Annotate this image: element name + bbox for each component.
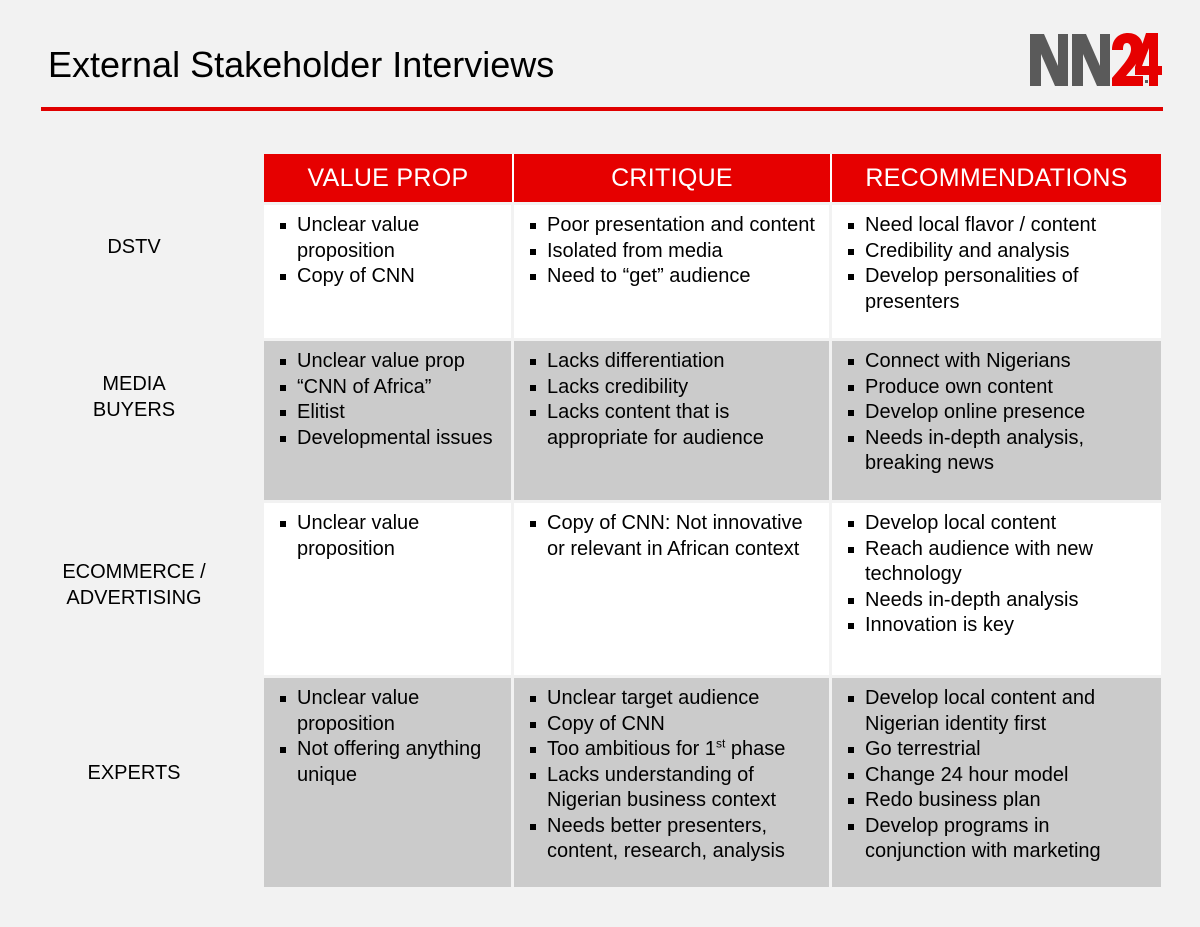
row-label-line: ADVERTISING [66,587,202,609]
header-critique: CRITIQUE [514,154,832,202]
bullet-item: Need to “get” audience [526,264,819,290]
bullet-item: Reach audience with new technology [844,537,1151,588]
bullet-item: Innovation is key [844,613,1151,639]
row-label-line: ECOMMERCE / [62,561,206,583]
cell-critique [514,503,832,675]
bullet-item: Unclear value proposition [276,686,501,737]
table-row-media-buyers [264,338,1161,500]
title-divider [41,107,1163,111]
bullet-item: Copy of CNN: Not innovative or relevant in African context [526,511,819,562]
table-row-ecommerce-advertising [264,500,1161,675]
bullet-item: Isolated from media [526,239,819,265]
bullet-item: Credibility and analysis [844,239,1151,265]
cell-recommendations [832,503,1161,675]
cell-critique [514,341,832,500]
slide-title: External Stakeholder Interviews [48,44,555,85]
row-label-media-buyers [0,371,268,423]
bullet-item: Copy of CNN [276,264,501,290]
bullet-item: Unclear value prop [276,349,501,375]
bullet-item: Unclear value proposition [276,213,501,264]
bullet-item: Need local flavor / content [844,213,1151,239]
bullet-item: Produce own content [844,375,1151,401]
cell-recommendations [832,678,1161,887]
bullet-item: Needs in-depth analysis [844,588,1151,614]
cell-value-prop [264,205,514,338]
bullet-item: Poor presentation and content [526,213,819,239]
bullet-item: Developmental issues [276,426,501,452]
bullet-item: Not offering anything unique [276,737,501,788]
cell-value-prop [264,341,514,500]
bullet-item: Copy of CNN [526,712,819,738]
row-label-line: DSTV [107,236,161,258]
bullet-item: “CNN of Africa” [276,375,501,401]
cell-recommendations [832,341,1161,500]
row-label-line: MEDIA [102,373,166,395]
table-header-row [264,154,1161,202]
bullet-item: Lacks differentiation [526,349,819,375]
nn24-logo [1028,30,1162,88]
bullet-item: Unclear value proposition [276,511,501,562]
bullet-item: Go terrestrial [844,737,1151,763]
bullet-item: Develop online presence [844,400,1151,426]
bullet-item: Unclear target audience [526,686,819,712]
cell-value-prop [264,503,514,675]
table-row-experts [264,675,1161,887]
table-row-dstv [264,202,1161,338]
bullet-item: Needs in-depth analysis, breaking news [844,426,1151,477]
stakeholder-table [264,154,1161,887]
row-label-ecommerce-advertising [0,559,268,611]
bullet-item: Too ambitious for 1st phase [526,737,819,763]
bullet-item: Needs better presenters, content, research, analysis [526,814,819,865]
header-value-prop: VALUE PROP [264,154,514,202]
cell-critique [514,205,832,338]
header-recommendations: RECOMMENDATIONS [832,154,1161,202]
row-label-dstv [0,234,268,260]
bullet-item: Elitist [276,400,501,426]
row-label-experts [0,760,268,786]
bullet-item: Redo business plan [844,788,1151,814]
bullet-item: Develop local content and Nigerian identity first [844,686,1151,737]
bullet-item: Connect with Nigerians [844,349,1151,375]
bullet-item: Lacks content that is appropriate for audience [526,400,819,451]
bullet-item: Develop personalities of presenters [844,264,1151,315]
bullet-item: Change 24 hour model [844,763,1151,789]
bullet-item: Develop programs in conjunction with marketing [844,814,1151,865]
row-label-line: BUYERS [92,399,176,421]
cell-value-prop [264,678,514,887]
bullet-item: Lacks credibility [526,375,819,401]
bullet-item: Lacks understanding of Nigerian business context [526,763,819,814]
bullet-item: Develop local content [844,511,1151,537]
cell-critique [514,678,832,887]
row-label-line: EXPERTS [87,762,181,784]
cell-recommendations [832,205,1161,338]
